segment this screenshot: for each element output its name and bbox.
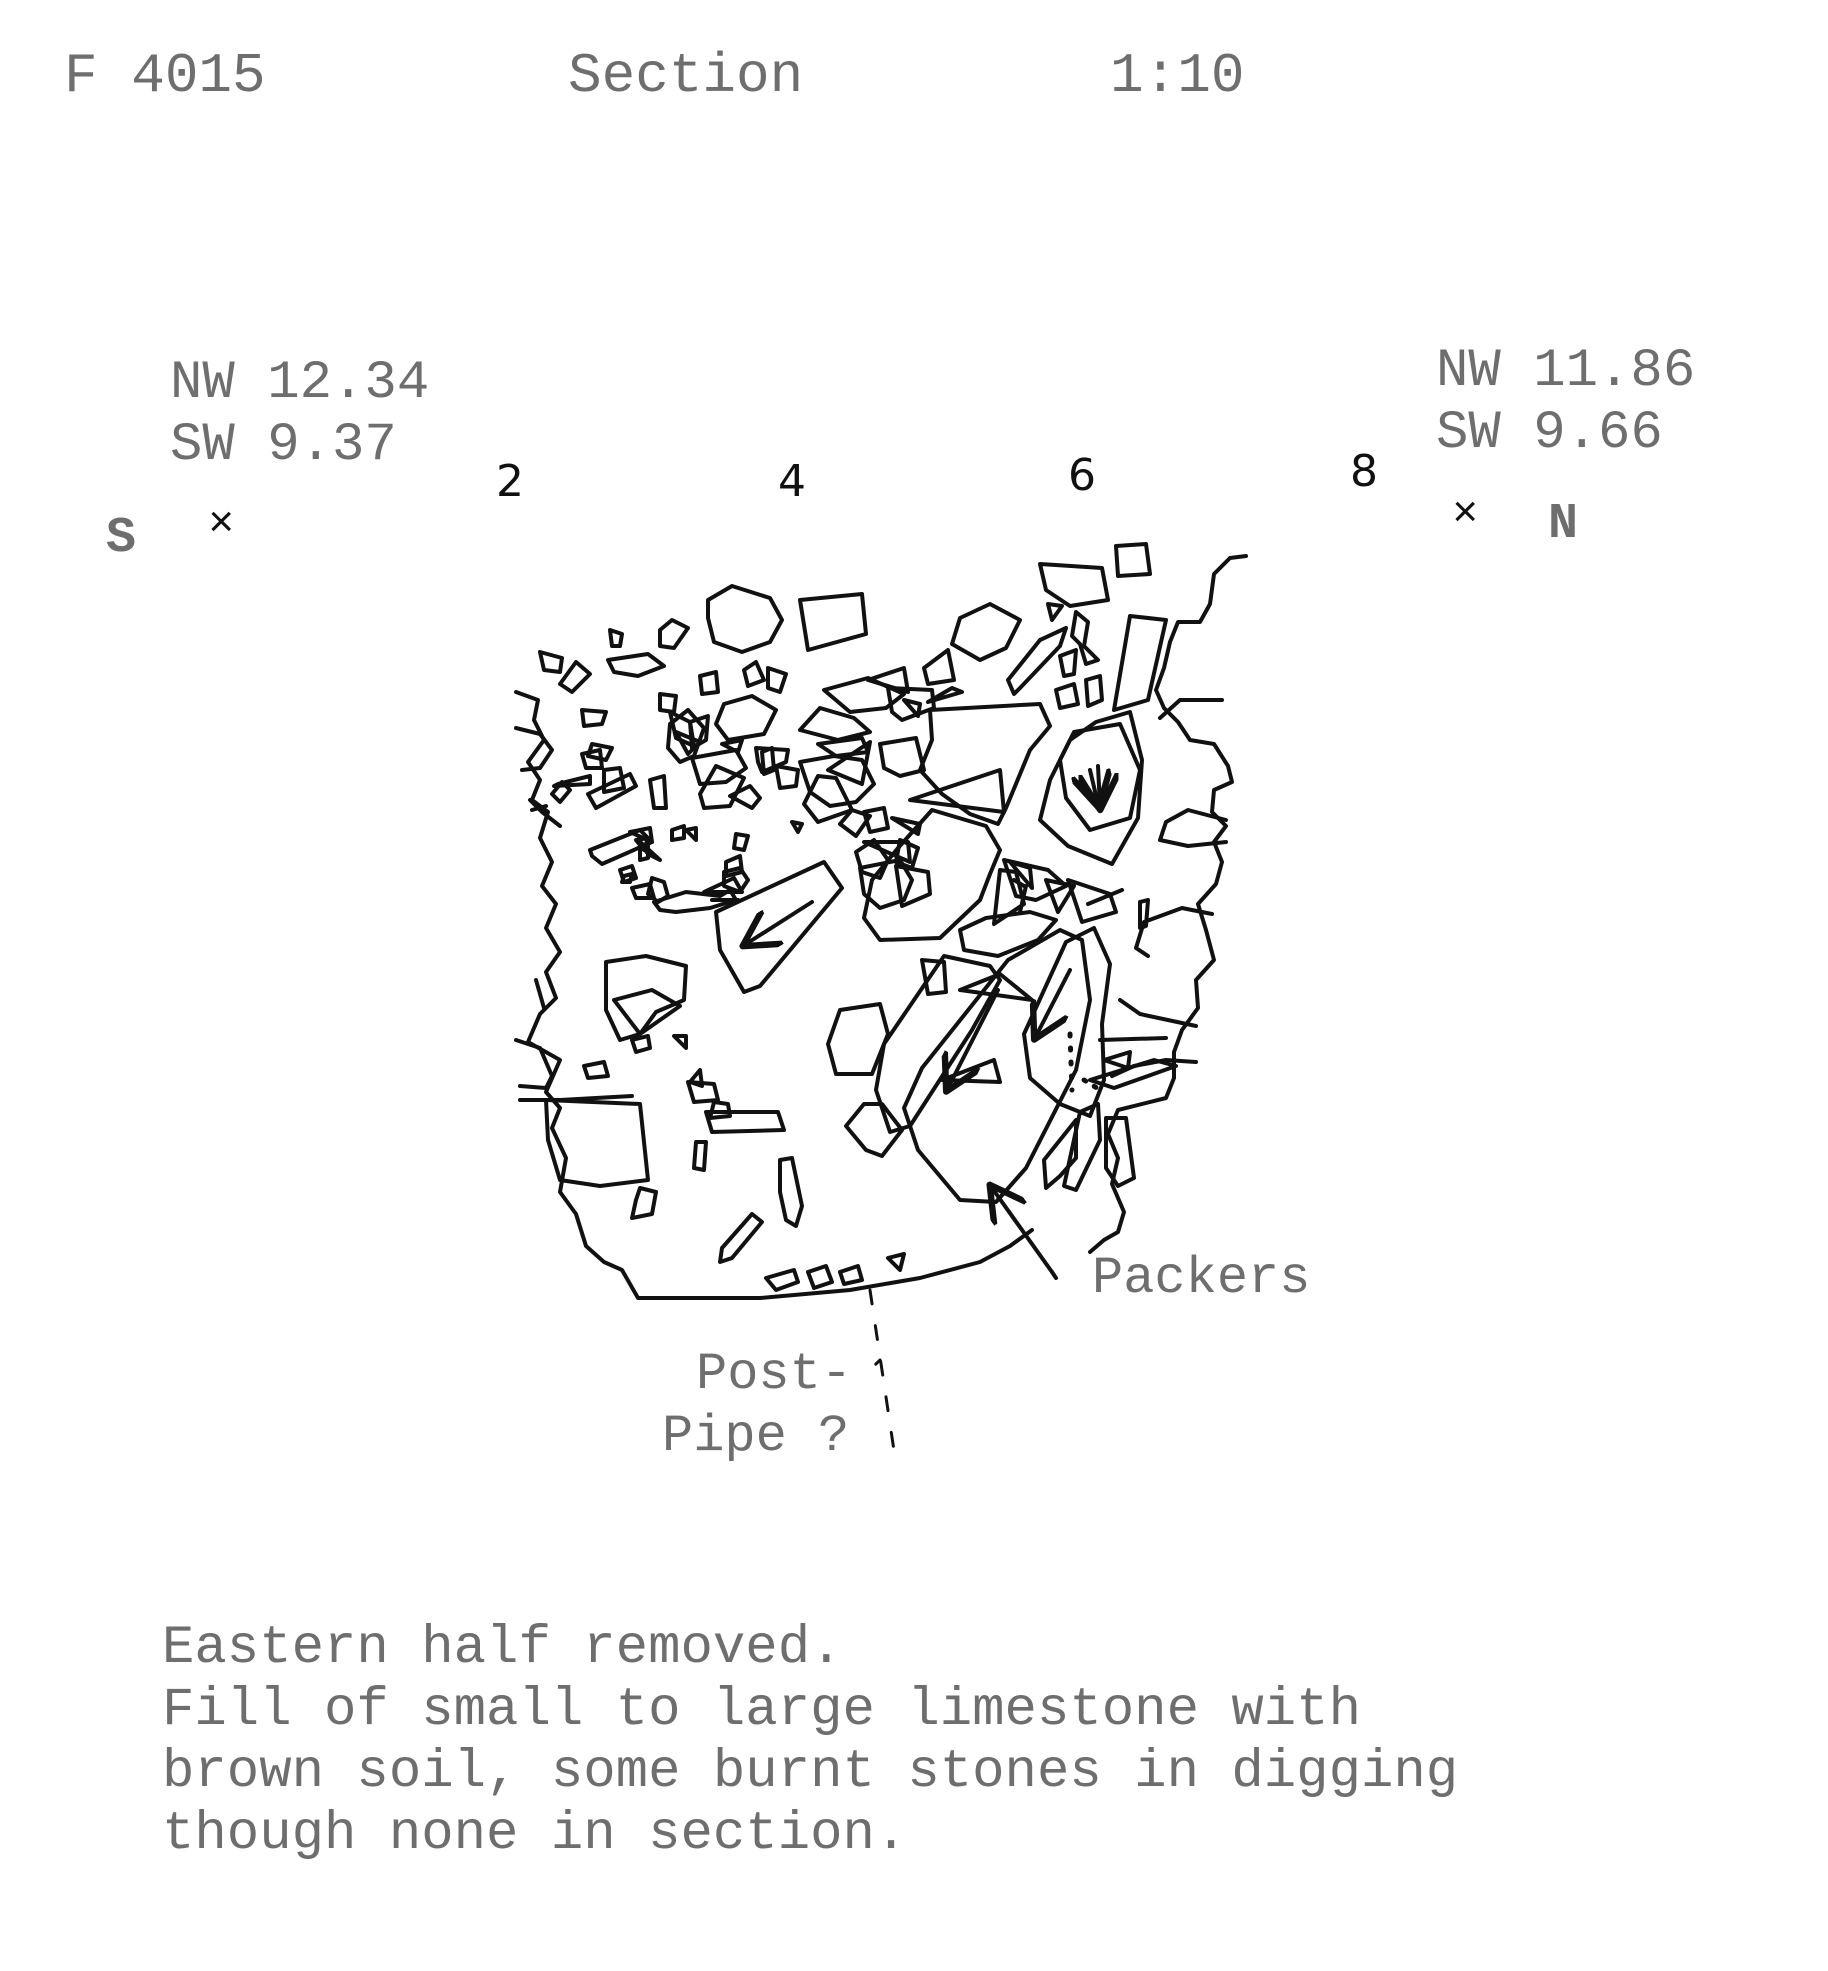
note-line-3: brown soil, some burnt stones in digging	[162, 1742, 1459, 1803]
note-line-1: Eastern half removed.	[162, 1618, 843, 1679]
drawing-scale: 1:10	[1110, 44, 1245, 108]
right-datum-sw: SW 9.66	[1436, 403, 1663, 464]
pit-cut-outline	[516, 692, 1032, 1298]
axis-tick-2: 2	[496, 456, 524, 507]
right-peg-marker: ×	[1452, 490, 1479, 540]
axis-tick-8: 8	[1350, 446, 1378, 497]
right-datum-nw: NW 11.86	[1436, 341, 1696, 402]
north-label: N	[1548, 496, 1579, 553]
note-line-2: Fill of small to large limestone with	[162, 1680, 1361, 1741]
left-datum-nw: NW 12.34	[170, 353, 430, 414]
note-line-4: though none in section.	[162, 1804, 908, 1865]
feature-number: F 4015	[64, 44, 266, 108]
drawing-title: Section	[568, 44, 804, 108]
left-datum-sw: SW 9.37	[170, 415, 397, 476]
left-peg-marker: ×	[208, 500, 235, 550]
packers-label: Packers	[1092, 1249, 1311, 1308]
axis-tick-6: 6	[1068, 450, 1096, 501]
post-pipe-label-line2: Pipe ?	[662, 1407, 850, 1466]
axis-tick-4: 4	[778, 456, 806, 507]
south-label: S	[106, 510, 137, 567]
post-pipe-label-line1: Post-	[696, 1345, 853, 1404]
